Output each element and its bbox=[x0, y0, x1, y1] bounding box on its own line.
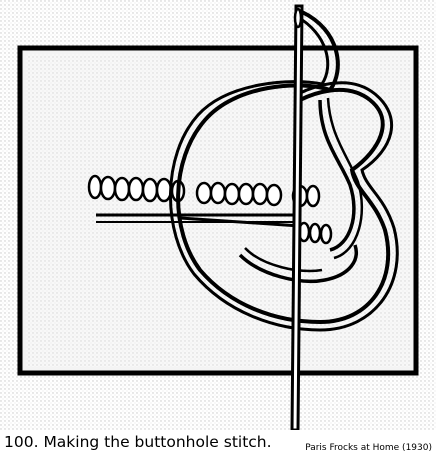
figure-caption: 100. Making the buttonhole stitch. bbox=[4, 433, 272, 451]
fabric-panel-icon bbox=[20, 48, 416, 373]
figure-source-credit: Paris Frocks at Home (1930) bbox=[305, 443, 432, 453]
